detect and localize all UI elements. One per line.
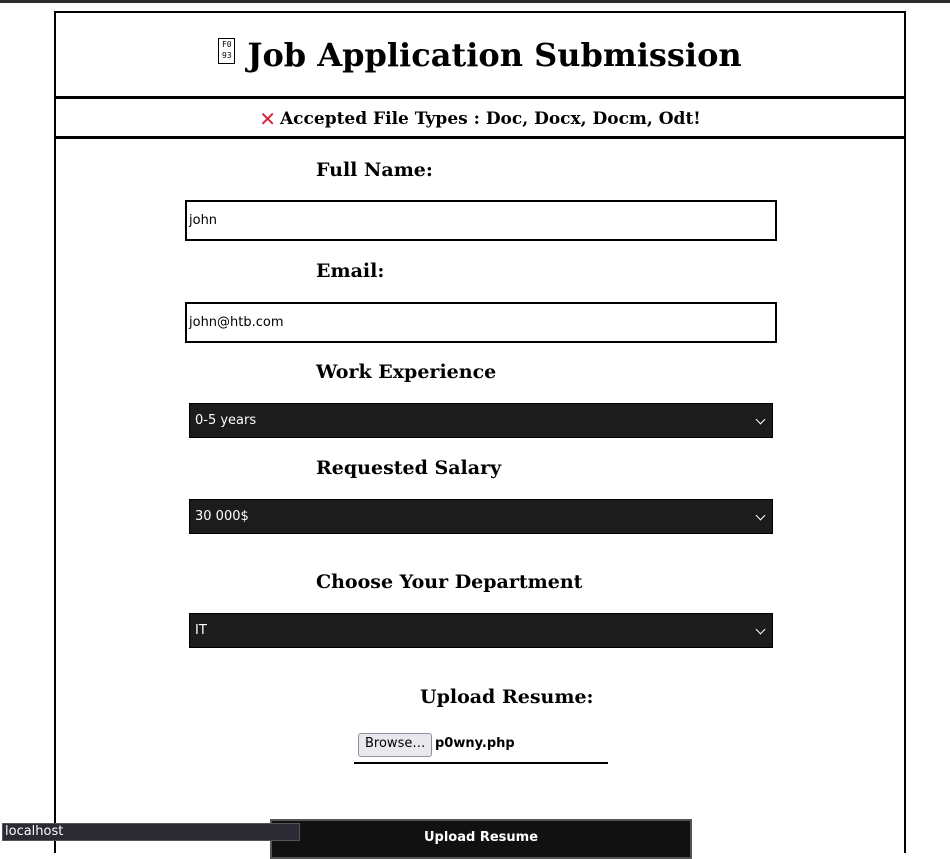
- application-frame: [54, 11, 906, 853]
- upload-resume-button[interactable]: Upload Resume: [270, 819, 692, 859]
- notice-divider: [56, 136, 904, 139]
- browse-button[interactable]: Browse…: [358, 733, 432, 757]
- department-select[interactable]: [189, 613, 773, 648]
- icon-glyph-bottom: 93: [221, 50, 232, 60]
- browser-top-edge: [0, 0, 950, 3]
- header-divider: [56, 96, 904, 99]
- resume-file-input[interactable]: [354, 732, 608, 764]
- resume-label: Upload Resume:: [420, 686, 594, 708]
- salary-label: Requested Salary: [316, 457, 502, 479]
- selected-file-name: p0wny.php: [435, 736, 515, 751]
- file-type-notice: [56, 101, 904, 137]
- full-name-label: Full Name:: [316, 159, 433, 181]
- salary-select[interactable]: [189, 499, 773, 534]
- cross-icon: ✕: [259, 107, 276, 131]
- notice-text: Accepted File Types : Doc, Docx, Docm, Odt!: [279, 109, 701, 129]
- full-name-input[interactable]: john: [185, 200, 777, 241]
- department-value: IT: [195, 623, 207, 638]
- work-experience-value: 0-5 years: [195, 413, 257, 428]
- icon-glyph-top: F0: [221, 39, 232, 49]
- chevron-down-icon: [756, 511, 766, 521]
- file-placeholder-icon: [218, 38, 235, 64]
- chevron-down-icon: [756, 415, 766, 425]
- salary-value: 30 000$: [195, 509, 249, 524]
- page-title: Job Application Submission: [247, 35, 742, 74]
- email-input[interactable]: john@htb.com: [185, 302, 777, 343]
- browser-status-bar: localhost: [2, 823, 300, 841]
- chevron-down-icon: [756, 625, 766, 635]
- email-label: Email:: [316, 260, 385, 282]
- work-experience-select[interactable]: [189, 403, 773, 438]
- department-label: Choose Your Department: [316, 571, 583, 593]
- page-header: [56, 13, 904, 96]
- work-experience-label: Work Experience: [316, 361, 497, 383]
